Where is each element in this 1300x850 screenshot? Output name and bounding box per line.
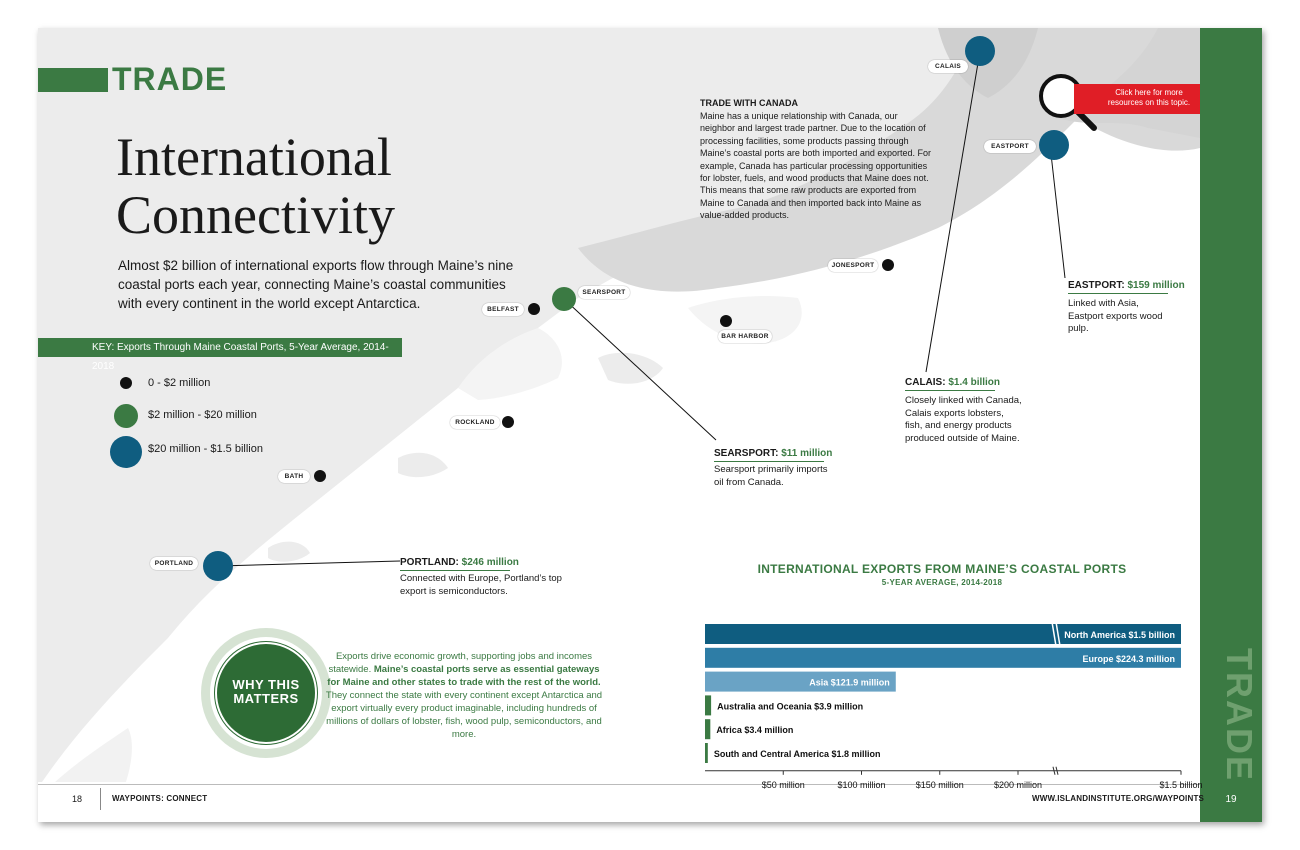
- resources-link[interactable]: Click here for more resources on this topic.: [1074, 84, 1200, 114]
- bar-label-north-america: North America $1.5 billion: [1064, 630, 1175, 640]
- why-label-line-2: MATTERS: [233, 691, 299, 706]
- eastport-annotation-text: Linked with Asia, Eastport exports wood pulp.: [1068, 298, 1163, 334]
- exports-bar-chart: [698, 588, 1203, 790]
- intro-text: Almost $2 billion of international exports flow through Maine’s nine coastal ports each year, connecting Maine’s coastal communities with every continent in the world except Antarctica.: [118, 258, 514, 311]
- calais-annotation-heading: [905, 377, 1000, 388]
- calais-name: CALAIS:: [905, 377, 946, 388]
- jonesport-dot[interactable]: [882, 259, 894, 271]
- bar-label-asia: Asia $121.9 million: [809, 677, 890, 688]
- port-label-calais: CALAIS: [928, 60, 968, 73]
- publication-name: WAYPOINTS: CONNECT: [112, 794, 208, 803]
- searsport-name: SEARSPORT:: [714, 448, 779, 459]
- bar-africa: [705, 719, 710, 739]
- searsport-rule: [714, 461, 824, 462]
- why-label-line-1: WHY THIS: [232, 677, 300, 692]
- belfast-dot[interactable]: [528, 303, 540, 315]
- eastport-dot[interactable]: [1039, 130, 1069, 160]
- footer-divider: [100, 788, 101, 810]
- port-label-portland: PORTLAND: [150, 557, 198, 570]
- website-url[interactable]: WWW.ISLANDINSTITUTE.ORG/WAYPOINTS: [1032, 794, 1205, 803]
- x-tick-label: $100 million: [837, 779, 886, 790]
- portland-annotation-text: Connected with Europe, Portland’s top export is semiconductors.: [400, 573, 562, 597]
- portland-name: PORTLAND:: [400, 557, 459, 568]
- port-label-bar-harbor: BAR HARBOR: [718, 330, 772, 343]
- section-heading: TRADE: [112, 61, 228, 97]
- x-tick-label: $50 million: [761, 779, 805, 790]
- title-line-1: International: [116, 127, 392, 187]
- bar-label-australia-and-oceania: Australia and Oceania $3.9 million: [717, 701, 864, 712]
- key-title: KEY: Exports Through Maine Coastal Ports, 5-Year Average, 2014-2018: [38, 338, 402, 357]
- x-tick-label: $1.5 billion: [1159, 779, 1203, 790]
- searsport-annotation-text: Searsport primarily imports oil from Canada.: [714, 464, 828, 488]
- bar-label-europe: Europe $224.3 million: [1082, 653, 1175, 664]
- section-bar: [38, 68, 108, 92]
- calais-dot[interactable]: [965, 36, 995, 66]
- x-tick-label: $150 million: [915, 779, 964, 790]
- port-label-searsport: SEARSPORT: [578, 286, 630, 299]
- why-body-start: Exports drive economic growth, supporting jobs and incomes statewide.: [328, 651, 593, 675]
- page-title: [116, 128, 456, 244]
- portland-rule: [400, 570, 510, 571]
- bath-dot[interactable]: [314, 470, 326, 482]
- eastport-name: EASTPORT:: [1068, 280, 1125, 291]
- key-dot-green: [114, 404, 138, 428]
- portland-amount: $246 million: [461, 557, 519, 568]
- port-label-rockland: ROCKLAND: [450, 416, 500, 429]
- why-body-bold: Maine’s coastal ports serve as essential gateways for Maine and other states to trade with the rest of the world.: [327, 664, 601, 688]
- key-label-medium: $2 million - $20 million: [148, 409, 257, 421]
- bar-australia-and-oceania: [705, 695, 711, 715]
- port-label-jonesport: JONESPORT: [828, 259, 878, 272]
- why-badge-label: [215, 678, 317, 706]
- calais-amount: $1.4 billion: [948, 377, 1001, 388]
- key-label-large: $20 million - $1.5 billion: [148, 443, 263, 455]
- searsport-annotation-heading: [714, 448, 832, 459]
- chart-title: INTERNATIONAL EXPORTS FROM MAINE’S COASTAL PORTS: [757, 562, 1127, 576]
- why-body-text: [324, 650, 604, 741]
- bar-label-africa: Africa $3.4 million: [716, 725, 794, 736]
- bar-label-south-and-central-america: South and Central America $1.8 million: [713, 749, 881, 759]
- key-dot-blue: [110, 436, 142, 468]
- rockland-dot[interactable]: [502, 416, 514, 428]
- eastport-rule: [1068, 293, 1168, 294]
- trade-with-canada-heading: TRADE WITH CANADA: [700, 98, 798, 108]
- bar-south-and-central-america: [705, 743, 708, 763]
- port-label-eastport: EASTPORT: [984, 140, 1036, 153]
- eastport-amount: $159 million: [1127, 280, 1185, 291]
- chart-subtitle: 5-YEAR AVERAGE, 2014-2018: [881, 578, 1003, 587]
- eastport-annotation-heading: [1068, 280, 1185, 291]
- right-page-number: 19: [1225, 794, 1237, 805]
- key-label-small: 0 - $2 million: [148, 377, 211, 389]
- x-tick-label: $200 million: [993, 779, 1043, 790]
- port-label-belfast: BELFAST: [482, 303, 524, 316]
- why-body-end: They connect the state with every continent except Antarctica and export virtually every product imaginable, including hundreds of millions of dollars of lobster, fish, wood pulp, semiconductors, and more.: [325, 690, 603, 740]
- magazine-spread: [38, 28, 1262, 822]
- trade-with-canada-body: Maine has a unique relationship with Canada, our neighbor and largest trade partner. Due to the location of processing facilities, some products passing through Maine’s coastal ports are both imported and exported. For example, Canada has particular processing opportunities for lobster, fuels, and wood products that Maine does not. This means that some raw products are exported from Maine to Canada and then imported back into Maine as value-added products.: [700, 111, 931, 221]
- side-section-label: TRADE: [1219, 648, 1260, 782]
- left-page-number: 18: [72, 794, 83, 804]
- calais-rule: [905, 390, 995, 391]
- key-dot-black: [120, 377, 132, 389]
- bar-harbor-dot[interactable]: [720, 315, 732, 327]
- port-label-bath: BATH: [278, 470, 310, 483]
- searsport-amount: $11 million: [781, 448, 833, 459]
- title-line-2: Connectivity: [116, 185, 395, 245]
- key-swatches: [108, 371, 144, 471]
- searsport-dot[interactable]: [552, 287, 576, 311]
- portland-dot[interactable]: [203, 551, 233, 581]
- calais-annotation-text: Closely linked with Canada, Calais exports lobsters, fish, and energy products produced outside of Maine.: [905, 395, 1022, 444]
- portland-annotation-heading: [400, 557, 519, 568]
